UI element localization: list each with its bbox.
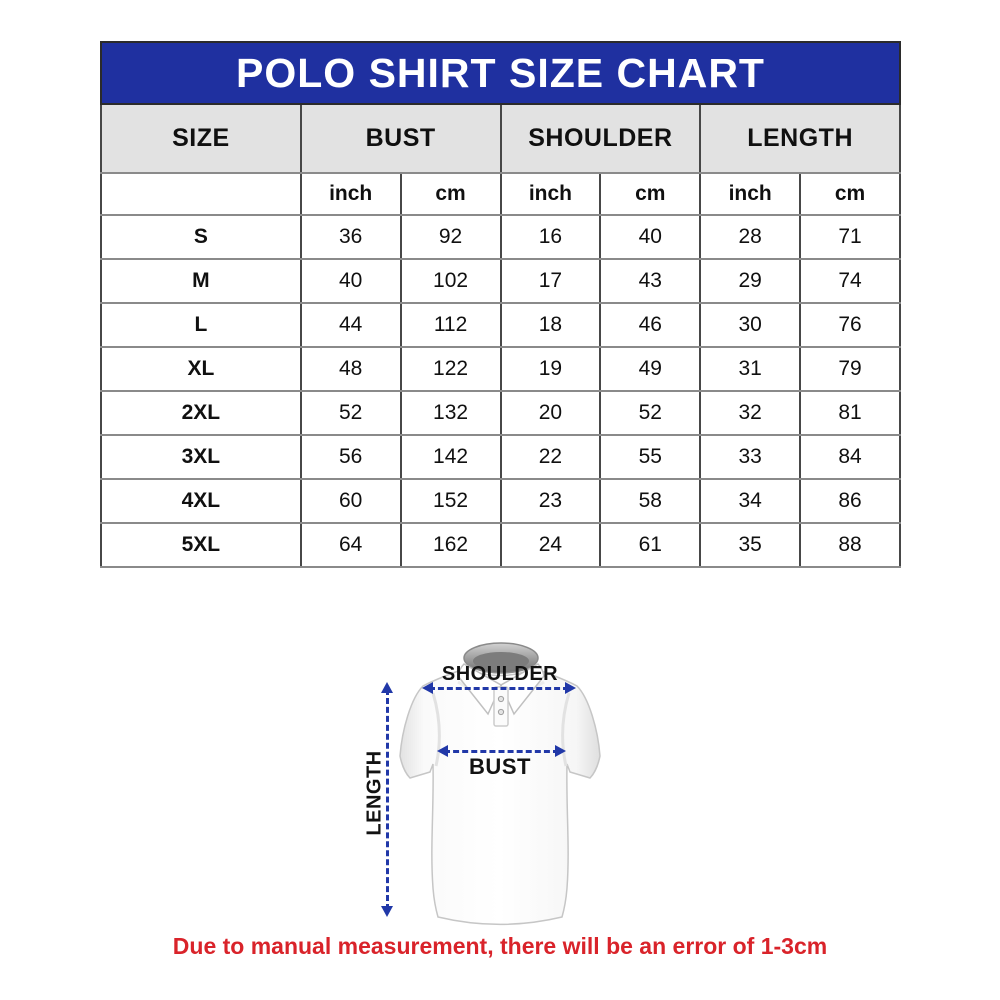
table-row xyxy=(101,215,900,259)
arrowhead-down-icon xyxy=(381,906,393,917)
size-cell: 2XL xyxy=(101,391,301,435)
arrowhead-right-icon xyxy=(565,682,576,694)
table-row xyxy=(101,435,900,479)
value-cell: 44 xyxy=(301,303,401,347)
unit-header-shoulder-inch: inch xyxy=(501,173,601,215)
value-cell: 30 xyxy=(700,303,800,347)
value-cell: 19 xyxy=(501,347,601,391)
value-cell: 31 xyxy=(700,347,800,391)
value-cell: 40 xyxy=(301,259,401,303)
column-header-shoulder: SHOULDER xyxy=(501,105,701,173)
value-cell: 92 xyxy=(401,215,501,259)
table-row xyxy=(101,391,900,435)
chart-title-bar xyxy=(100,41,901,105)
value-cell: 55 xyxy=(600,435,700,479)
size-cell: L xyxy=(101,303,301,347)
table-row xyxy=(101,347,900,391)
unit-header-bust-cm: cm xyxy=(401,173,501,215)
value-cell: 17 xyxy=(501,259,601,303)
value-cell: 24 xyxy=(501,523,601,567)
value-cell: 32 xyxy=(700,391,800,435)
value-cell: 162 xyxy=(401,523,501,567)
value-cell: 46 xyxy=(600,303,700,347)
unit-header-bust-inch: inch xyxy=(301,173,401,215)
value-cell: 56 xyxy=(301,435,401,479)
value-cell: 40 xyxy=(600,215,700,259)
unit-row xyxy=(101,173,900,215)
value-cell: 33 xyxy=(700,435,800,479)
bust-measure-arrow xyxy=(438,750,565,753)
table-row xyxy=(101,303,900,347)
table-row xyxy=(101,523,900,567)
value-cell: 76 xyxy=(800,303,900,347)
value-cell: 81 xyxy=(800,391,900,435)
value-cell: 61 xyxy=(600,523,700,567)
measurement-diagram xyxy=(340,638,660,938)
value-cell: 88 xyxy=(800,523,900,567)
bust-measure-label: BUST xyxy=(469,754,531,779)
value-cell: 152 xyxy=(401,479,501,523)
value-cell: 34 xyxy=(700,479,800,523)
measurement-note: Due to manual measurement, there will be an error of 1-3cm xyxy=(172,933,828,959)
value-cell: 112 xyxy=(401,303,501,347)
size-cell: S xyxy=(101,215,301,259)
value-cell: 102 xyxy=(401,259,501,303)
column-header-length: LENGTH xyxy=(700,105,900,173)
size-table-body xyxy=(101,215,900,567)
value-cell: 58 xyxy=(600,479,700,523)
value-cell: 43 xyxy=(600,259,700,303)
blank-cell xyxy=(101,173,301,215)
value-cell: 29 xyxy=(700,259,800,303)
chart-title: POLO SHIRT SIZE CHART xyxy=(236,49,765,96)
size-cell: 4XL xyxy=(101,479,301,523)
value-cell: 20 xyxy=(501,391,601,435)
value-cell: 84 xyxy=(800,435,900,479)
size-cell: 5XL xyxy=(101,523,301,567)
value-cell: 86 xyxy=(800,479,900,523)
column-group-row xyxy=(101,105,900,173)
size-table xyxy=(100,105,901,568)
size-cell: XL xyxy=(101,347,301,391)
value-cell: 79 xyxy=(800,347,900,391)
unit-header-shoulder-cm: cm xyxy=(600,173,700,215)
value-cell: 64 xyxy=(301,523,401,567)
size-cell: M xyxy=(101,259,301,303)
value-cell: 48 xyxy=(301,347,401,391)
size-cell: 3XL xyxy=(101,435,301,479)
shoulder-measure-label: SHOULDER xyxy=(441,663,559,685)
value-cell: 23 xyxy=(501,479,601,523)
value-cell: 52 xyxy=(600,391,700,435)
value-cell: 122 xyxy=(401,347,501,391)
unit-header-length-cm: cm xyxy=(800,173,900,215)
table-row xyxy=(101,479,900,523)
column-header-size: SIZE xyxy=(101,105,301,173)
value-cell: 71 xyxy=(800,215,900,259)
size-chart-section xyxy=(100,41,901,568)
unit-header-length-inch: inch xyxy=(700,173,800,215)
column-header-bust: BUST xyxy=(301,105,501,173)
value-cell: 28 xyxy=(700,215,800,259)
length-measure-label: LENGTH xyxy=(363,750,386,836)
dashed-line xyxy=(429,687,569,690)
value-cell: 49 xyxy=(600,347,700,391)
value-cell: 132 xyxy=(401,391,501,435)
value-cell: 74 xyxy=(800,259,900,303)
value-cell: 18 xyxy=(501,303,601,347)
value-cell: 60 xyxy=(301,479,401,523)
dashed-line xyxy=(444,750,559,753)
table-row xyxy=(101,259,900,303)
value-cell: 35 xyxy=(700,523,800,567)
value-cell: 22 xyxy=(501,435,601,479)
shoulder-measure-arrow xyxy=(423,687,575,690)
value-cell: 142 xyxy=(401,435,501,479)
value-cell: 52 xyxy=(301,391,401,435)
value-cell: 36 xyxy=(301,215,401,259)
value-cell: 16 xyxy=(501,215,601,259)
